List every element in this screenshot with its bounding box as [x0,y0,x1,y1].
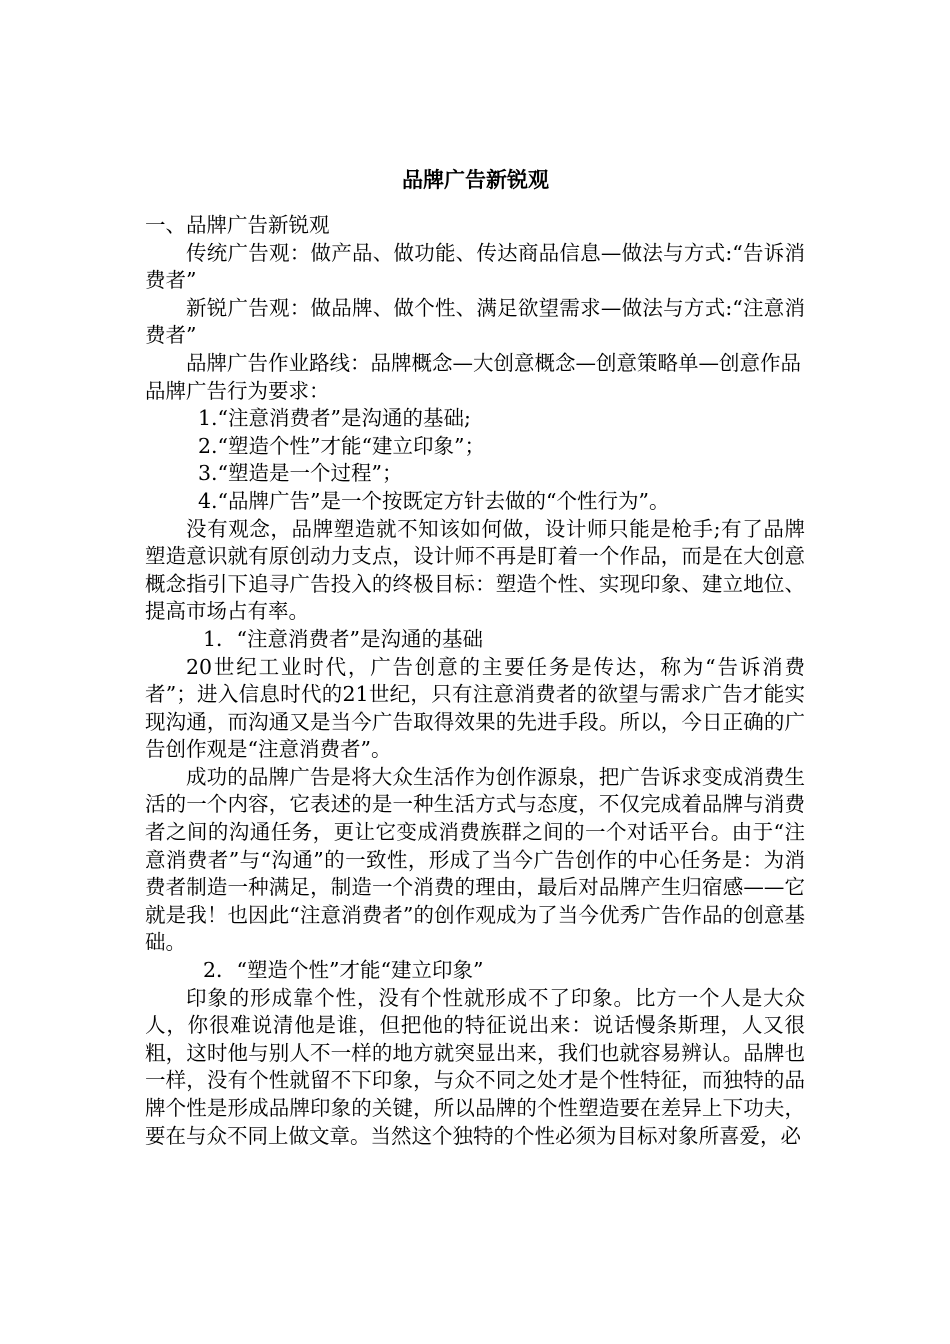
requirement-item-1: 1.“注意消费者”是沟通的基础; [198,406,471,431]
requirement-item-2: 2.“塑造个性”才能“建立印象”； [198,433,485,458]
paragraph-20th-century: 20世纪工业时代，广告创意的主要任务是传达，称为“告诉消费者”；进入信息时代的21世纪，只有注意消费者的欲望与需求广告才能实现沟通，而沟通又是当今广告取得效果的先进手段。所以，今日正确的广告创作观是“注意消费者”。 [145,654,805,762]
paragraph-traditional-view: 传统广告观：做产品、做功能、传达商品信息—做法与方式:“告诉消费者” [145,240,805,293]
document-page [145,160,805,1150]
subheading-2: 2．“塑造个性”才能“建立印象” [203,958,484,983]
paragraph-successful-ads: 成功的品牌广告是将大众生活作为创作源泉，把广告诉求变成消费生活的一个内容，它表述的是一种生活方式与态度，不仅完成着品牌与消费者之间的沟通任务，更让它变成消费族群之间的一个对话平台。由于“注意消费者”与“沟通”的一致性，形成了当今广告创作的中心任务是：为消费者制造一种满足，制造一个消费的理由，最后对品牌产生归宿感——它就是我！也因此“注意消费者”的创作观成为了当今优秀广告作品的创意基础。 [145,764,805,955]
subheading-1: 1．“注意消费者”是沟通的基础 [203,626,484,651]
paragraph-new-view: 新锐广告观：做品牌、做个性、满足欲望需求—做法与方式:“注意消费者” [145,295,805,348]
paragraph-work-route: 品牌广告作业路线：品牌概念—大创意概念—创意策略单—创意作品 [186,350,801,375]
section-heading: 一、品牌广告新锐观 [145,213,330,237]
requirement-item-3: 3.“塑造是一个过程”； [198,461,403,486]
requirements-heading: 品牌广告行为要求： [145,378,330,403]
paragraph-concept: 没有观念，品牌塑造就不知该如何做，设计师只能是枪手;有了品牌塑造意识就有原创动力支点，设计师不再是盯着一个作品，而是在大创意概念指引下追寻广告投入的终极目标：塑造个性、实现印象、建立地位、提高市场占有率。 [145,516,805,624]
document-title: 品牌广告新锐观 [402,167,549,192]
paragraph-impression: 印象的形成靠个性，没有个性就形成不了印象。比方一个人是大众人，你很难说清他是谁，但把他的特征说出来：说话慢条斯理，人又很粗，这时他与别人不一样的地方就突显出来，我们也就容易辨认。品牌也一样，没有个性就留不下印象，与众不同之处才是个性特征，而独特的品牌个性是形成品牌印象的关键，所以品牌的个性塑造要在差异上下功夫，要在与众不同上做文章。当然这个独特的个性必须为目标对象所喜爱，必 [145,985,805,1148]
requirement-item-4: 4.“品牌广告”是一个按既定方针去做的“个性行为”。 [198,488,670,513]
